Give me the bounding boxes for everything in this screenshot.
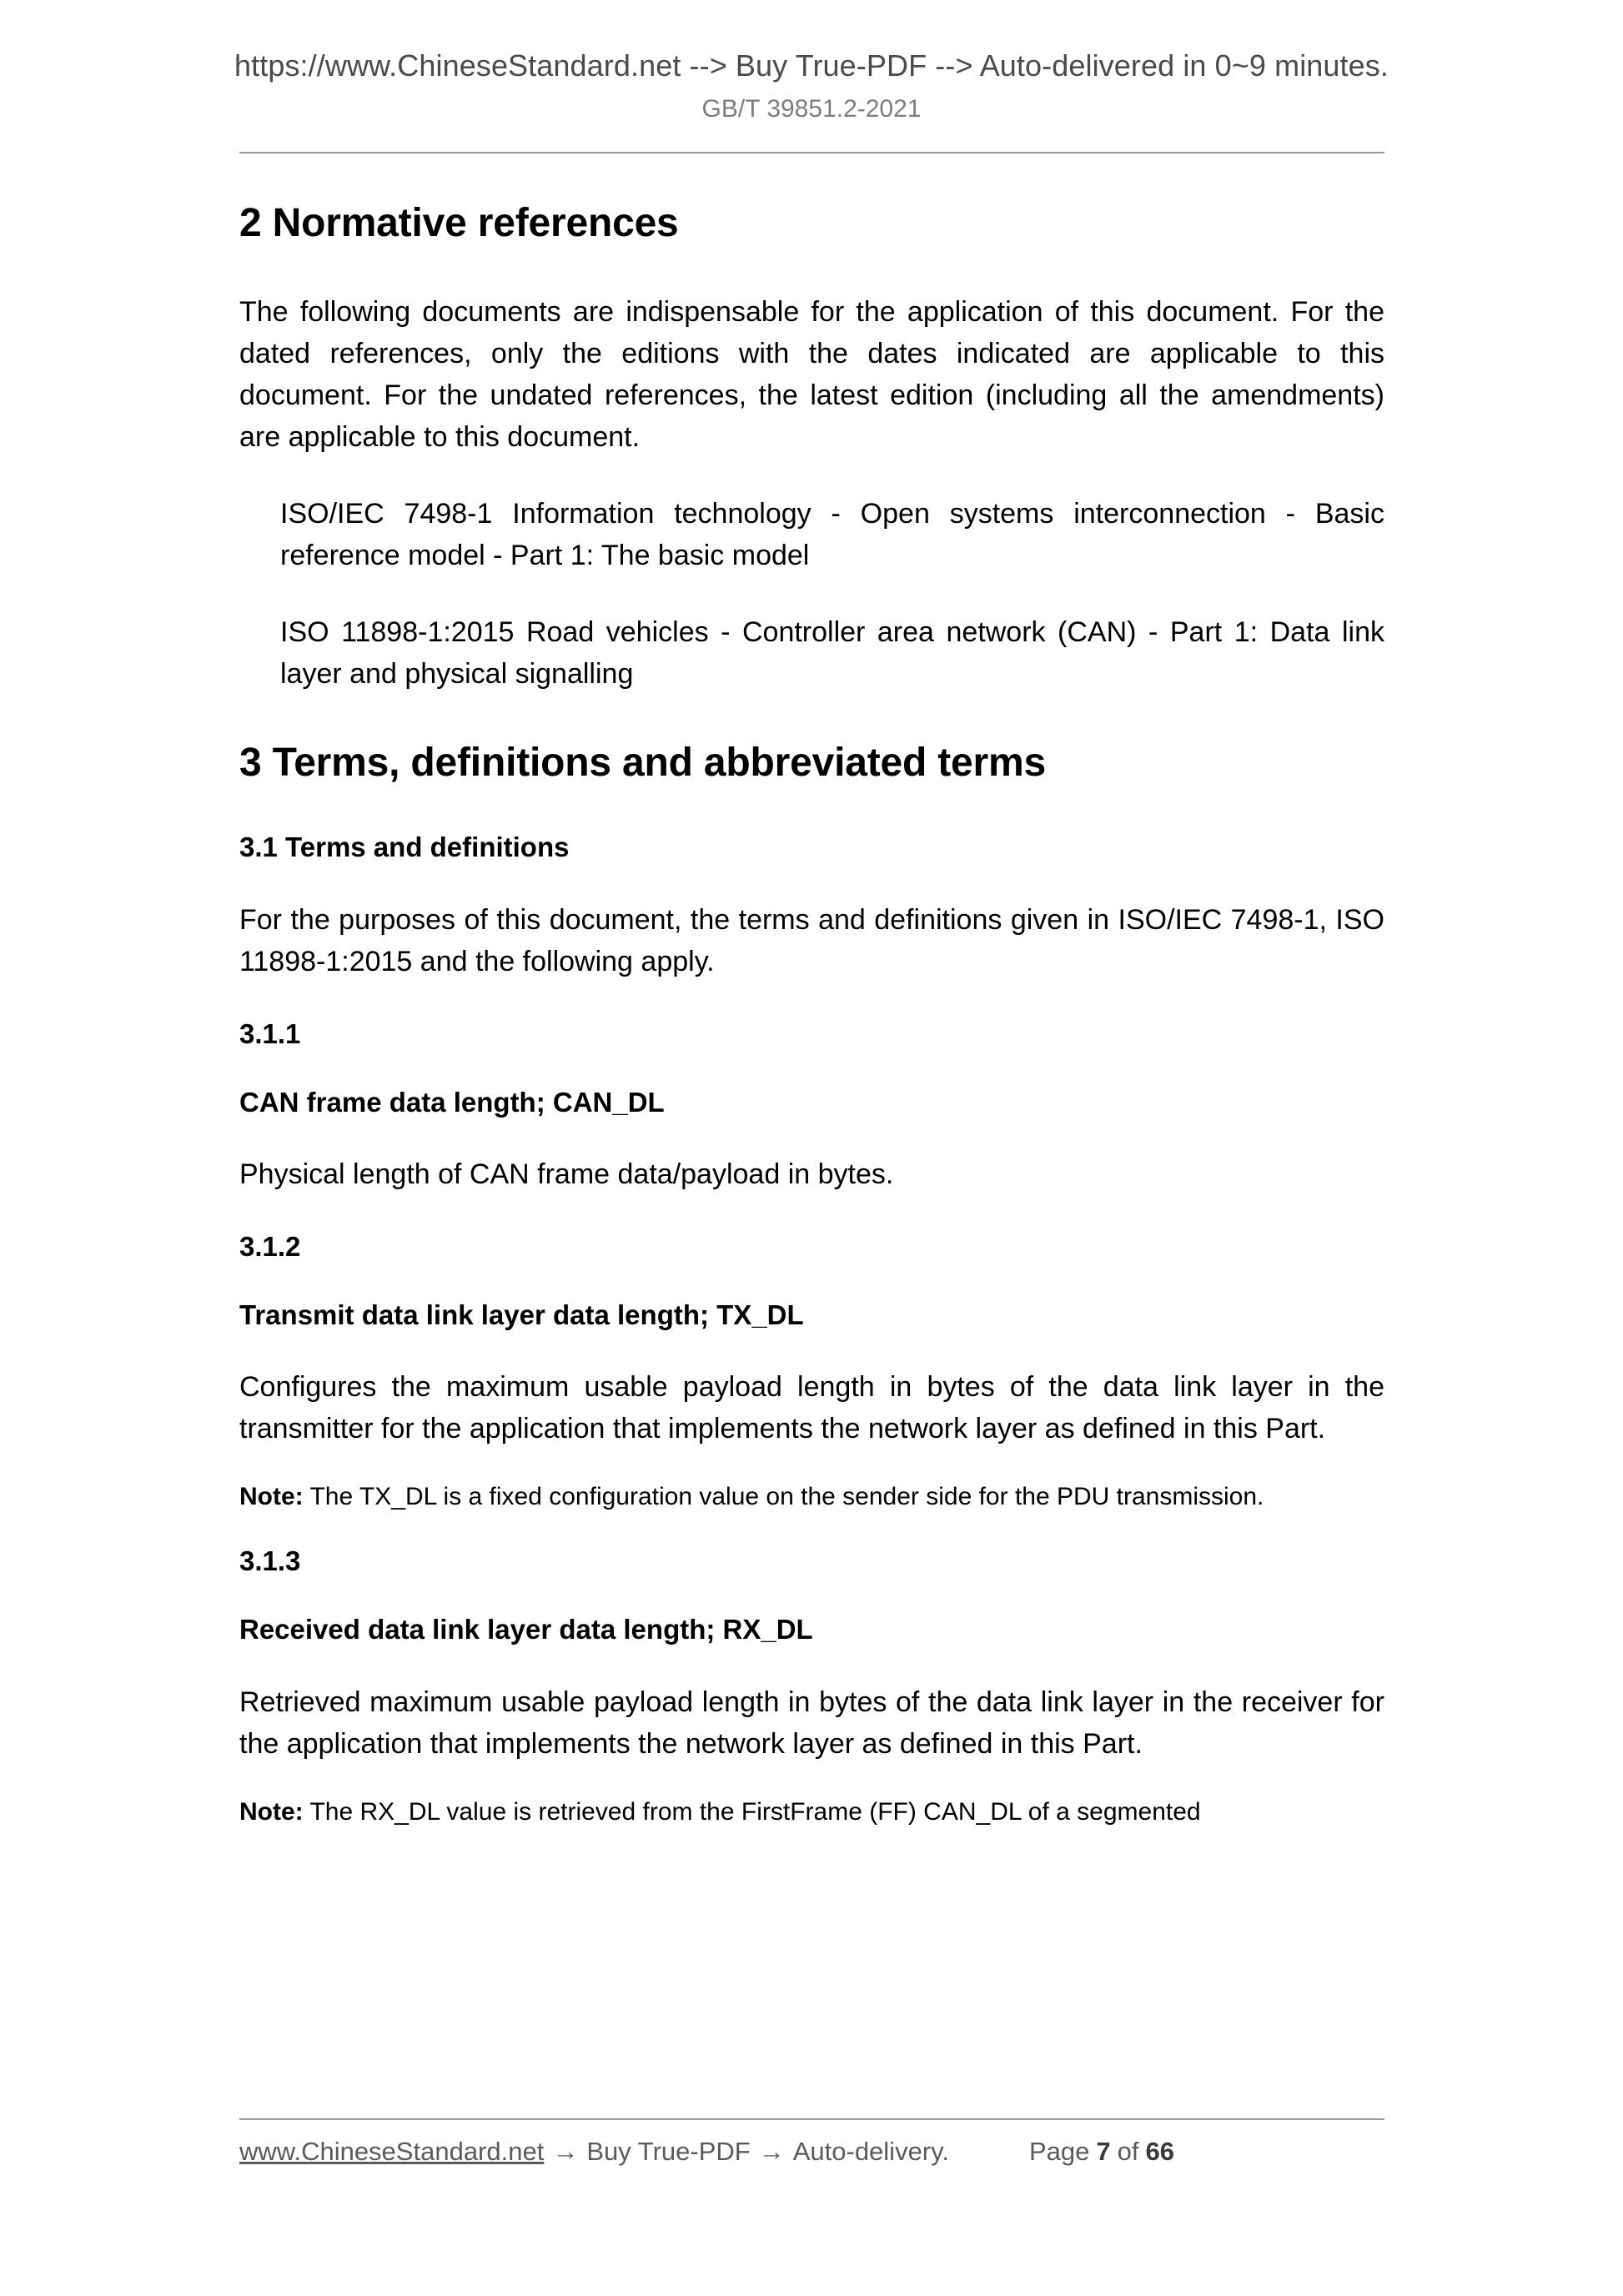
note-text: The RX_DL value is retrieved from the FirstFrame (FF) CAN_DL of a segmented (303, 1797, 1201, 1826)
term-number-3-1-3: 3.1.3 (239, 1545, 301, 1577)
page-footer (239, 2137, 1384, 2167)
spacer (239, 1578, 1384, 1613)
page-of-label: of (1117, 2137, 1139, 2166)
arrow-right-icon: → (552, 2137, 579, 2166)
spacer (239, 786, 1384, 831)
page-indicator (1029, 2137, 1174, 2167)
term-title-3-1-1: CAN frame data length; CAN_DL (239, 1086, 665, 1118)
page-total: 66 (1145, 2137, 1174, 2166)
spacer (239, 1264, 1384, 1299)
term-number-3-1-2: 3.1.2 (239, 1231, 301, 1263)
footer-left-group (239, 2137, 949, 2167)
spacer (239, 576, 1384, 611)
reference-item-1: ISO/IEC 7498-1 Information technology - Open systems interconnection - Basic reference model - Part 1: The basic model (280, 498, 1384, 572)
page-content (239, 200, 1384, 1831)
section-3-heading: 3 Terms, definitions and abbreviated terms (239, 741, 1046, 786)
spacer (239, 1765, 1384, 1793)
footer-buy-label: Buy True-PDF (586, 2137, 751, 2166)
spacer (239, 1516, 1384, 1545)
footer-divider (239, 2118, 1384, 2120)
spacer (239, 1331, 1384, 1366)
watermark-header (0, 48, 1623, 123)
section-2-heading: 2 Normative references (239, 201, 679, 245)
note-label: Note: (239, 1797, 304, 1826)
spacer (239, 1195, 1384, 1230)
spacer (239, 246, 1384, 291)
spacer (239, 458, 1384, 493)
note-text: The TX_DL is a fixed configuration value on the sender side for the PDU transmission. (303, 1483, 1264, 1511)
term-title-3-1-2: Transmit data link layer data length; TX_DL (239, 1299, 804, 1330)
normative-references-intro: The following documents are indispensable for the application of this document. For the dated references, only the editions with the dates indicated are applicable to this document. For the undated references, the latest edition (including all the amendments) are applicable to this document. (239, 296, 1384, 454)
spacer (239, 982, 1384, 1017)
spacer (239, 695, 1384, 740)
footer-site-link[interactable]: www.ChineseStandard.net (239, 2137, 545, 2166)
spacer (239, 1118, 1384, 1153)
note-label: Note: (239, 1483, 304, 1511)
page-label: Page (1028, 2137, 1090, 2166)
term-note-3-1-2 (239, 1478, 1384, 1516)
arrow-right-icon-2: → (758, 2137, 785, 2166)
term-definition-3-1-1: Physical length of CAN frame data/payload in bytes. (239, 1158, 894, 1191)
term-number-3-1-1: 3.1.1 (239, 1017, 301, 1049)
watermark-promo-line: https://www.ChineseStandard.net --> Buy True-PDF --> Auto-delivered in 0~9 minutes. (234, 48, 1389, 83)
section-3-1-heading: 3.1 Terms and definitions (239, 831, 570, 863)
header-divider (239, 152, 1384, 153)
term-definition-3-1-2: Configures the maximum usable payload length in bytes of the data link layer in the transmitter for the application that implements the network layer as defined in this Part. (239, 1371, 1384, 1445)
spacer (239, 1646, 1384, 1681)
term-title-3-1-3: Received data link layer data length; RX_DL (239, 1613, 813, 1645)
term-definition-3-1-3: Retrieved maximum usable payload length in bytes of the data link layer in the receiver for the application that implements the network layer as defined in this Part. (239, 1686, 1384, 1760)
page-number: 7 (1096, 2137, 1111, 2166)
spacer (239, 864, 1384, 899)
terms-intro: For the purposes of this document, the terms and definitions given in ISO/IEC 7498-1, ISO 11898-1:2015 and the following apply. (239, 903, 1384, 977)
spacer (239, 1449, 1384, 1478)
spacer (239, 1051, 1384, 1086)
footer-delivery-label: Auto-delivery. (792, 2137, 949, 2166)
standard-number: GB/T 39851.2-2021 (701, 95, 922, 123)
reference-item-2: ISO 11898-1:2015 Road vehicles - Controller area network (CAN) - Part 1: Data link layer and physical signalling (280, 616, 1384, 691)
term-note-3-1-3 (239, 1793, 1384, 1831)
